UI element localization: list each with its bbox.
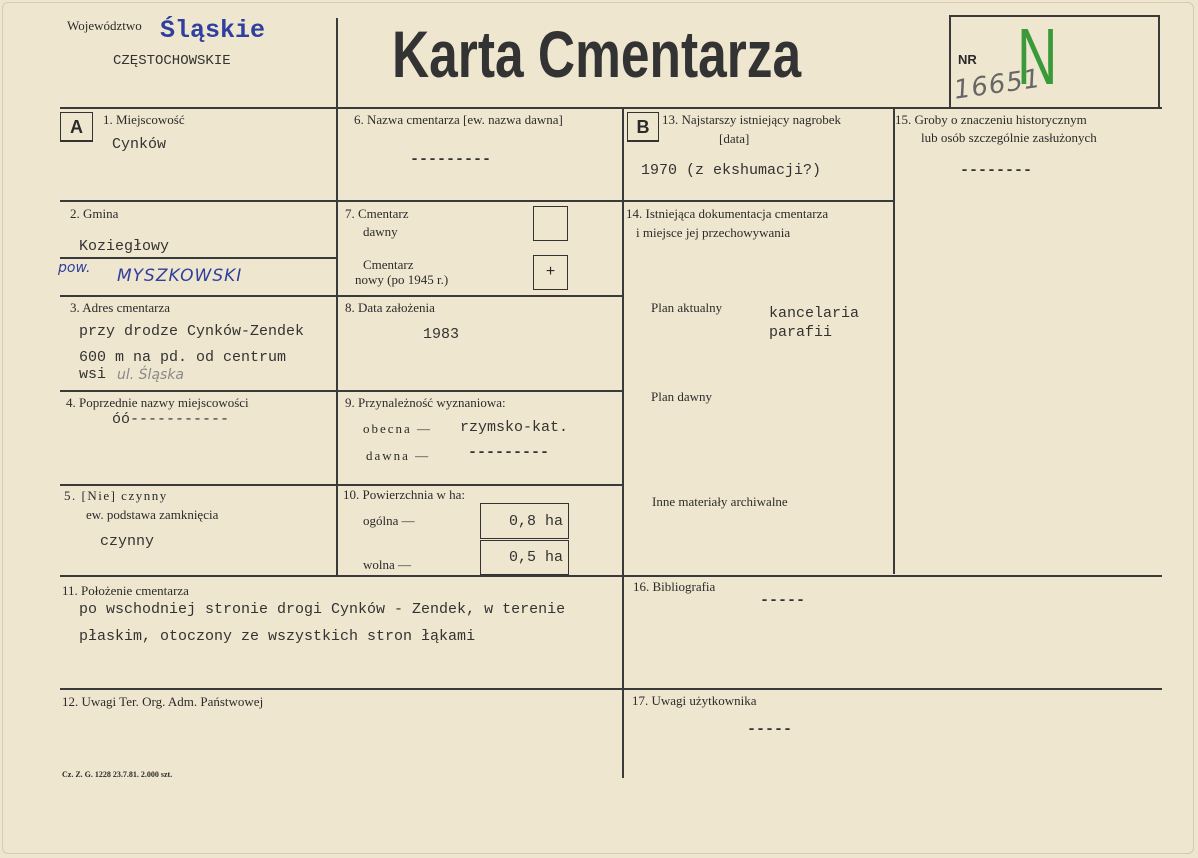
f14-plan-current-value2: parafii — [769, 324, 833, 341]
nr-box-left — [949, 15, 951, 108]
f2-label: 2. Gmina — [70, 206, 119, 221]
nr-letter: N — [1017, 12, 1058, 101]
f9-current-value: rzymsko-kat. — [460, 419, 569, 436]
f14-plan-current-label: Plan aktualny — [651, 300, 723, 315]
f9-current-label: obecna — — [363, 421, 433, 436]
f8-label: 8. Data założenia — [345, 300, 435, 315]
f5-value: czynny — [100, 533, 155, 550]
f16-label: 16. Bibliografia — [633, 579, 716, 594]
f12-label: 12. Uwagi Ter. Org. Adm. Państwowej — [62, 694, 264, 709]
f9-former-value: --------- — [468, 444, 550, 461]
hline-row3 — [60, 390, 623, 392]
f1-label: 1. Miejscowość — [103, 112, 185, 127]
hline-row6 — [60, 688, 1162, 690]
hline-row5 — [60, 575, 1162, 577]
nr-label: NR — [958, 52, 977, 67]
f2-hand-prefix: pow. — [58, 260, 91, 276]
hline-row1-b — [623, 200, 893, 202]
f10-total-box[interactable] — [480, 503, 569, 539]
print-info: Cz. Z. G. 1228 23.7.81. 2.000 szt. — [62, 770, 173, 779]
f13-value: 1970 (z ekshumacji?) — [641, 162, 822, 179]
f9-label: 9. Przynależność wyznaniowa: — [345, 395, 506, 410]
f17-label: 17. Uwagi użytkownika — [632, 693, 757, 708]
f3-line1: przy drodze Cynków-Zendek — [79, 323, 305, 340]
voivodeship-label: Województwo — [67, 18, 142, 33]
vline-col3 — [893, 108, 895, 574]
f6-label: 6. Nazwa cmentarza [ew. nazwa dawna] — [354, 112, 563, 127]
f10-total-value: 0,8 ha — [509, 513, 564, 530]
section-b-letter: B — [627, 112, 659, 142]
hline-top — [60, 107, 1162, 109]
f7-label4: nowy (po 1945 r.) — [355, 272, 449, 287]
f3-line2: 600 m na pd. od centrum — [79, 349, 287, 366]
f7-old-checkbox[interactable] — [533, 206, 568, 241]
f3-hand: ul. Śląska — [117, 367, 184, 383]
f11-line1: po wschodniej stronie drogi Cynków - Zendek, w terenie — [79, 601, 566, 618]
f10-free-value: 0,5 ha — [509, 549, 564, 566]
f17-value: ----- — [747, 721, 793, 738]
f2-value: Koziegłowy — [79, 238, 170, 255]
f5-label1: 5. [Nie] czynny — [64, 488, 168, 503]
f7-new-checkbox[interactable]: + — [533, 255, 568, 290]
f7-label2: dawny — [363, 224, 398, 239]
f2-hand-value: MYSZKOWSKI — [117, 266, 243, 286]
page-title: Karta Cmentarza — [392, 17, 802, 91]
f4-label: 4. Poprzednie nazwy miejscowości — [66, 395, 249, 410]
f15-value: -------- — [960, 162, 1033, 179]
f16-value: ----- — [760, 592, 806, 609]
voivodeship-stamp: Śląskie — [160, 16, 266, 45]
f15-label1: 15. Groby o znaczeniu historycznym — [895, 112, 1087, 127]
f6-value: --------- — [410, 151, 492, 168]
nr-number: 16651 — [952, 63, 1044, 106]
f13-label2: [data] — [719, 131, 750, 146]
f14-plan-old-label: Plan dawny — [651, 389, 713, 404]
vline-col2 — [622, 108, 624, 778]
f11-label: 11. Położenie cmentarza — [62, 583, 189, 598]
f10-total-label: ogólna — — [363, 513, 415, 528]
section-a-letter: A — [60, 112, 93, 142]
hline-row4 — [60, 484, 623, 486]
hline-row1 — [60, 200, 623, 202]
f10-free-box[interactable] — [480, 540, 569, 575]
f3-label: 3. Adres cmentarza — [70, 300, 170, 315]
f14-label1: 14. Istniejąca dokumentacja cmentarza — [626, 206, 829, 221]
f3-line3: wsi — [79, 366, 107, 383]
vline-col1 — [336, 18, 338, 576]
hline-row2 — [60, 295, 623, 297]
f7-label1: 7. Cmentarz — [345, 206, 409, 221]
f14-other-label: Inne materiały archiwalne — [652, 494, 788, 509]
f10-label: 10. Powierzchnia w ha: — [343, 487, 466, 502]
f9-former-label: dawna — — [366, 448, 431, 463]
f15-label2: lub osób szczególnie zasłużonych — [921, 130, 1097, 145]
f1-value: Cynków — [112, 136, 167, 153]
f8-value: 1983 — [423, 326, 460, 343]
f14-label2: i miejsce jej przechowywania — [636, 225, 791, 240]
f14-plan-current-value1: kancelaria — [769, 305, 860, 322]
f11-line2: płaskim, otoczony ze wszystkich stron łąkami — [79, 628, 476, 645]
f7-label3: Cmentarz — [363, 257, 414, 272]
f10-free-label: wolna — — [363, 557, 412, 572]
nr-box-right — [1158, 15, 1160, 108]
voivodeship-old: CZĘSTOCHOWSKIE — [113, 53, 231, 69]
f4-value: óó----------- — [112, 411, 230, 428]
f5-label2: ew. podstawa zamknięcia — [86, 507, 219, 522]
f13-label1: 13. Najstarszy istniejący nagrobek — [662, 112, 842, 127]
